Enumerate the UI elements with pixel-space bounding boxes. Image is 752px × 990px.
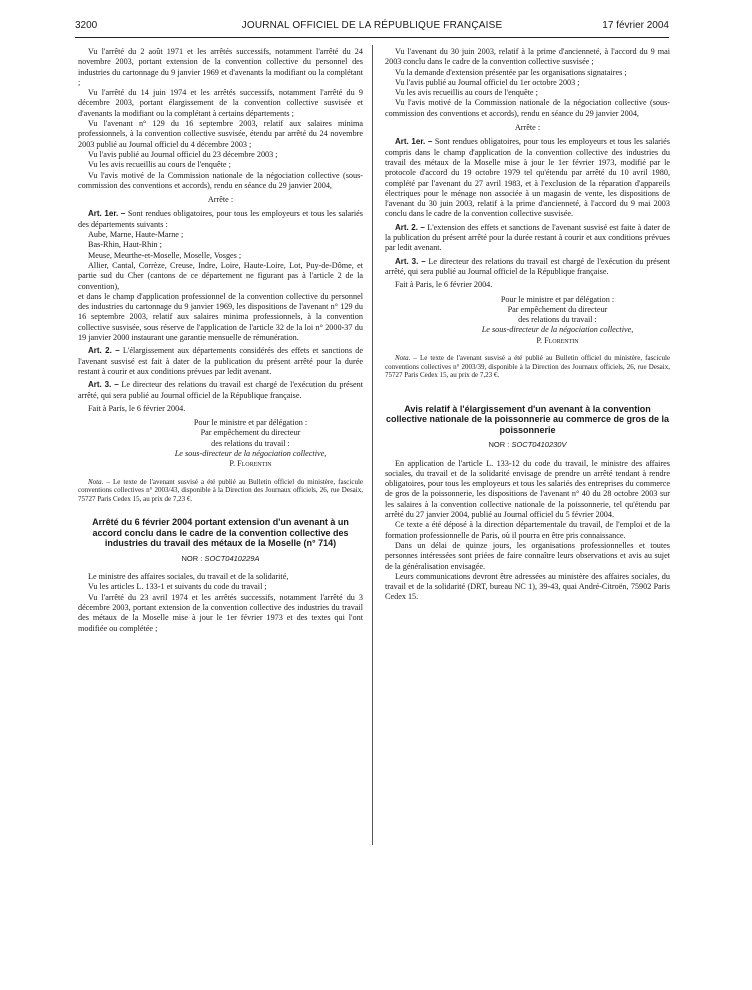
article-2 bbox=[385, 223, 670, 254]
article-3 bbox=[385, 257, 670, 278]
signature-place-date: Fait à Paris, le 6 février 2004. bbox=[395, 280, 493, 290]
paragraph: Vu les avis recueillis au cours de l'enquête ; bbox=[88, 160, 231, 170]
paragraph: Vu l'avis publié au Journal officiel du 1er octobre 2003 ; bbox=[395, 77, 580, 87]
signature-line bbox=[445, 325, 670, 335]
department-list-item: Bas-Rhin, Haut-Rhin ; bbox=[88, 240, 162, 250]
issue-date: 17 février 2004 bbox=[602, 20, 669, 31]
signature-line: des relations du travail : bbox=[211, 438, 290, 448]
nor-label: NOR : bbox=[181, 553, 203, 563]
article-1 bbox=[78, 209, 363, 230]
column-divider bbox=[372, 45, 373, 845]
paragraph: Ce texte a été déposé à la direction départementale du travail, de l'emploi et de la formation professionnelle de Paris, où il pourra en être pris connaissance. bbox=[385, 520, 670, 540]
article-1 bbox=[385, 137, 670, 219]
signature-line: Par empêchement du directeur bbox=[200, 428, 301, 438]
paragraph: Vu l'arrêté du 14 juin 1974 et les arrêtés successifs, notamment l'arrêté du 9 décembre 2003, portant élargissement de la convention collective susvisée et d'avenants la modifiant ou la complétant à certains départements ; bbox=[78, 88, 363, 118]
department-list-item: Meuse, Meurthe-et-Moselle, Moselle, Vosges ; bbox=[88, 250, 242, 260]
article-text: L'extension des effets et sanctions de l'avenant susvisé est faite à dater de la publication du présent arrêté pour la durée restant à courir et aux conditions prévues par ledit avenant. bbox=[385, 222, 671, 253]
signature-line: Pour le ministre et par délégation : bbox=[193, 418, 308, 428]
left-column bbox=[78, 47, 363, 634]
signature-line: Pour le ministre et par délégation : bbox=[500, 294, 615, 304]
signatory-name: P. Florentin bbox=[229, 459, 272, 469]
paragraph: Vu l'avis publié au Journal officiel du 23 décembre 2003 ; bbox=[88, 149, 278, 159]
article-3 bbox=[78, 380, 363, 401]
department-list-item: Aube, Marne, Haute-Marne ; bbox=[88, 230, 184, 240]
article-text: Sont rendues obligatoires, pour tous les employeurs et tous les salariés des départements suivants : bbox=[78, 209, 363, 229]
article-label: Art. 3. – bbox=[88, 380, 119, 390]
paragraph: Vu l'avenant du 30 juin 2003, relatif à la prime d'ancienneté, à l'accord du 9 mai 2003 conclu dans le cadre de la convention collective susvisée ; bbox=[385, 47, 670, 67]
paragraph: Vu l'avis motivé de la Commission nationale de la négociation collective (sous-commission des conventions et accords), rendu en séance du 29 janvier 2004, bbox=[78, 170, 363, 190]
article-label: Art. 1er. – bbox=[395, 137, 433, 147]
page-header bbox=[75, 20, 669, 36]
article-text: Sont rendues obligatoires, pour tous les employeurs et tous les salariés compris dans le champ d'application de la convention collective des industries du travail des métaux de la Moselle mise à jour le 1er février 1973, modifié par le protocole d'accord du 19 octobre 1979 tel qu'étendu par arrêté du 10 avril 1980, complété par l'avenant du 27 avril 1983, et à l'exclusion de la réparation d'appareils électriques pour le ménage non associée à un magasin de vente, les dispositions de l'avenant du 30 juin 2003, relatif à la prime d'ancienneté, à l'accord du 9 mai 2003 conclu dans le cadre de la convention collective susvisée. bbox=[385, 137, 670, 219]
signature-title: Le sous-directeur de la négociation collective, bbox=[481, 325, 634, 335]
nota-label: Nota. bbox=[88, 477, 104, 486]
article-text: Le directeur des relations du travail est chargé de l'exécution du présent arrêté, qui sera publié au Journal officiel de la République française. bbox=[78, 380, 364, 400]
nor-code: SOCT0410230V bbox=[511, 440, 567, 450]
article-label: Art. 2. – bbox=[395, 222, 425, 232]
paragraph: Dans un délai de quinze jours, les organisations professionnelles et toutes personnes intéressées sont priées de faire connaître leurs observations et avis au sujet de la généralisation envisagée. bbox=[385, 540, 670, 571]
nor-reference bbox=[78, 554, 363, 564]
paragraph: Vu l'arrêté du 2 août 1971 et les arrêtés successifs, notamment l'arrêté du 24 novembre 2003, portant extension de la convention collective du personnel des industries du cartonnage du 9 janvier 1969 et d'avenants la modifiant ou la complétant ; bbox=[78, 47, 363, 87]
page-number: 3200 bbox=[75, 20, 98, 31]
nor-code: SOCT0410229A bbox=[204, 553, 260, 563]
article-text: L'élargissement aux départements considérés des effets et sanctions de l'avenant susvisé est fait à dater de la publication du présent arrêté pour la durée restant à courir et aux conditions prévues par ledit avenant. bbox=[78, 346, 363, 376]
signature-line bbox=[138, 449, 363, 459]
section-title: Arrêté du 6 février 2004 portant extension d'un avenant à un accord conclu dans le cadre de la convention collective des industries du travail des métaux de la Moselle (n° 714) bbox=[92, 517, 349, 549]
paragraph: Vu les avis recueillis au cours de l'enquête ; bbox=[395, 88, 538, 98]
article-2 bbox=[78, 346, 363, 377]
signature-line: Par empêchement du directeur bbox=[507, 304, 608, 314]
signature-line: des relations du travail : bbox=[518, 315, 597, 325]
signature-place-date: Fait à Paris, le 6 février 2004. bbox=[88, 403, 186, 413]
section-title: Avis relatif à l'élargissement d'un avenant à la convention collective nationale de la poissonnerie au commerce de gros de la poissonnerie bbox=[385, 403, 670, 435]
arrete-heading: Arrête : bbox=[207, 195, 234, 205]
journal-title: JOURNAL OFFICIEL DE LA RÉPUBLIQUE FRANÇAISE bbox=[241, 20, 503, 31]
article-label: Art. 2. – bbox=[88, 346, 120, 356]
paragraph: Vu l'avenant n° 129 du 16 septembre 2003, relatif aux salaires minima professionnels, à la convention collective susvisée, étendu par arrêté du 24 novembre 2003 publié au Journal officiel du 4 décembre 2003 ; bbox=[78, 119, 363, 149]
paragraph: Vu la demande d'extension présentée par les organisations signataires ; bbox=[395, 67, 627, 77]
article-text: Le directeur des relations du travail est chargé de l'exécution du présent arrêté, qui sera publié au Journal officiel de la République française. bbox=[385, 256, 671, 276]
nota bbox=[78, 478, 363, 504]
paragraph: Leurs communications devront être adressées au ministère des affaires sociales, du travail et de la solidarité (DRT, bureau NC 1), 39-43, quai André-Citroën, 75902 Paris Cedex 15. bbox=[385, 571, 670, 602]
paragraph: Vu les articles L. 133-1 et suivants du code du travail ; bbox=[88, 582, 267, 592]
nota-text: – Le texte de l'avenant susvisé a été publié au Bulletin officiel du ministère, fascicule conventions collectives n° 2003/43, disponible à la Direction des Journaux officiels, 26, rue Desaix, 75727 Paris Cedex 15, au prix de 7,23 €. bbox=[78, 477, 364, 503]
paragraph: En application de l'article L. 133-12 du code du travail, le ministre des affaires sociales, du travail et de la solidarité envisage de prendre un arrêté tendant à rendre obligatoires, pour tous les employeurs et tous les salariés des entreprises du commerce de gros de la poissonnerie, les dispositions de l'avenant n° 40 du 28 octobre 2003 sur les salaires à la convention collective nationale de la poissonnerie, tel qu'étendu par arrêté du 27 janvier 2004, publié au Journal officiel du 5 février 2004. bbox=[385, 458, 670, 520]
right-column bbox=[385, 47, 670, 603]
nor-reference bbox=[385, 440, 670, 450]
nota-text: – Le texte de l'avenant susvisé a été publié au Bulletin officiel du ministère, fascicule conventions collectives n° 2003/39, disponible à la Direction des Journaux officiels, 26, rue Desaix, 75727 Paris Cedex 15, au prix de 7,23 €. bbox=[385, 354, 671, 380]
signature-title: Le sous-directeur de la négociation collective, bbox=[174, 448, 327, 458]
article-label: Art. 1er. – bbox=[88, 209, 126, 219]
paragraph: Vu l'arrêté du 23 avril 1974 et les arrêtés successifs, notamment l'arrêté du 3 décembre 2003, portant extension de la convention collective des industries du travail des métaux de la Moselle mise à jour le 1er février 1973 et des textes qui l'ont modifiée ou complétée ; bbox=[78, 592, 363, 633]
paragraph: Vu l'avis motivé de la Commission nationale de la négociation collective (sous-commission des conventions et accords), rendu en séance du 29 janvier 2004, bbox=[385, 98, 670, 118]
header-rule bbox=[75, 37, 669, 38]
nota-label: Nota. bbox=[395, 354, 411, 363]
signatory-name: P. Florentin bbox=[536, 335, 579, 345]
article-label: Art. 3. – bbox=[395, 256, 426, 266]
department-list-item: Allier, Cantal, Corrèze, Creuse, Indre, Loire, Haute-Loire, Lot, Puy-de-Dôme, et partie sud du Cher (cantons de ce département ne figurant pas à l'article 2 de la convention), bbox=[78, 260, 363, 291]
arrete-heading: Arrête : bbox=[514, 123, 541, 133]
paragraph: et dans le champ d'application professionnel de la convention collective du personnel des industries du cartonnage du 9 janvier 1969, les dispositions de l'avenant n° 129 du 16 septembre 2003, relatif aux salaires minima professionnels, à la convention collective susvisée, sous réserve de l'application de l'article 32 de la loi n° 2000-37 du 19 janvier 2000 instaurant une garantie mensuelle de rémunération. bbox=[78, 291, 363, 343]
nota bbox=[385, 354, 670, 380]
paragraph: Le ministre des affaires sociales, du travail et de la solidarité, bbox=[88, 572, 289, 582]
nor-label: NOR : bbox=[488, 440, 510, 450]
